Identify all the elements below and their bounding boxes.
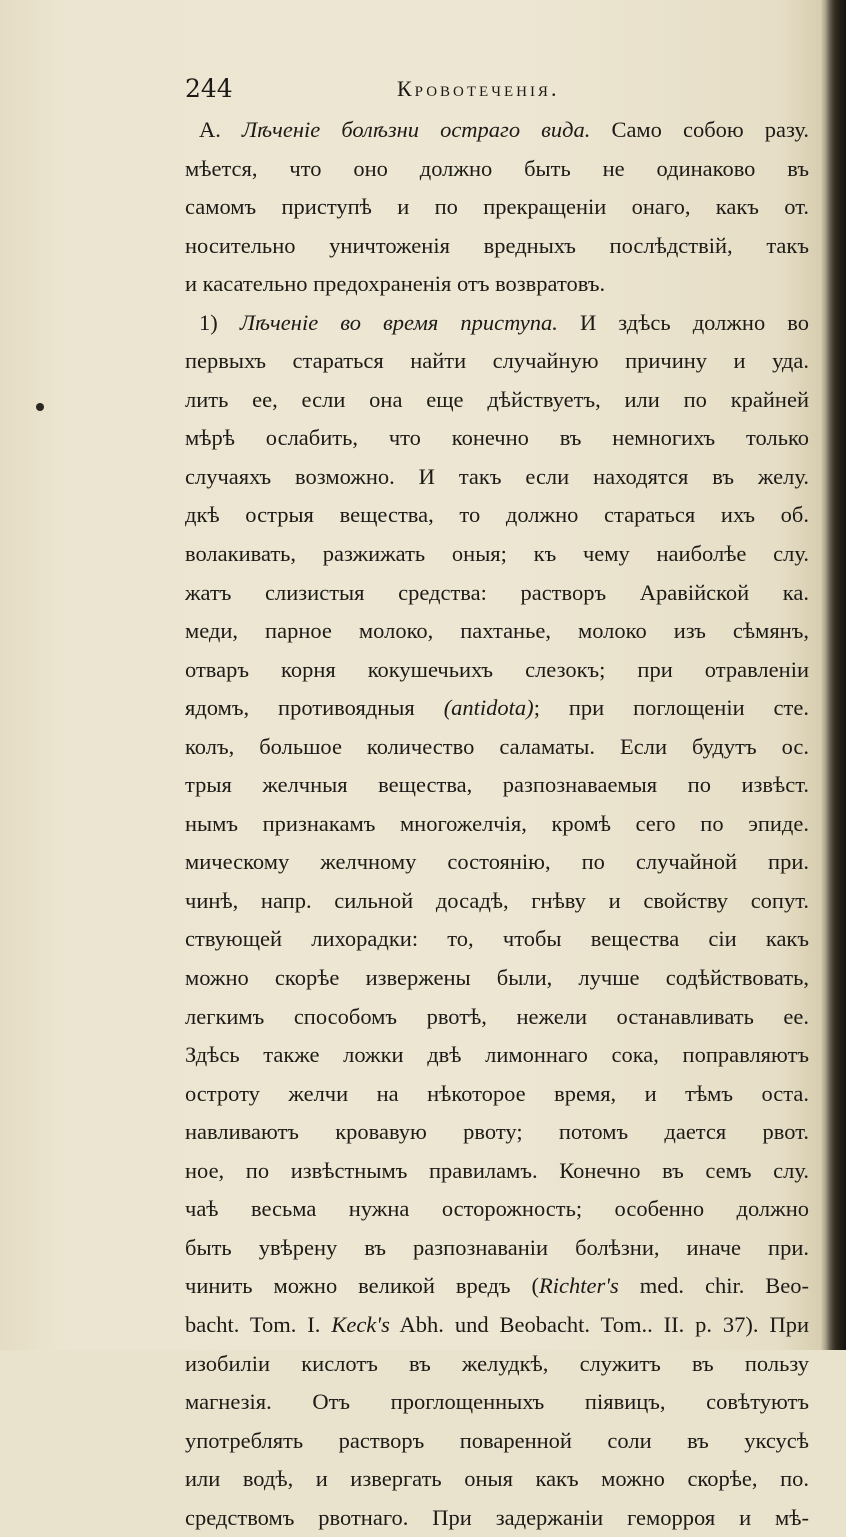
- text-line: [185, 150, 809, 189]
- text-line: [185, 1267, 809, 1306]
- text-line: [185, 1036, 809, 1075]
- text-segment: И здѣсь должно во: [557, 309, 809, 335]
- text-line: [185, 1229, 809, 1268]
- text-line: [185, 227, 809, 266]
- text-segment: Здѣсь также ложки двѣ лимоннаго сока, поправляютъ: [185, 1042, 809, 1068]
- text-segment: остроту желчи на нѣкоторое время, и тѣмъ оста.: [185, 1080, 809, 1106]
- text-segment: ; при поглощеніи сте.: [533, 695, 809, 721]
- text-line: [185, 1190, 809, 1229]
- running-title: Кровотеченія.: [397, 76, 560, 101]
- text-segment: Само собою разу.: [590, 117, 810, 142]
- text-segment: ядомъ, противоядныя: [185, 695, 444, 721]
- text-segment: дкѣ острыя вещества, то должно стараться ихъ об.: [185, 502, 809, 528]
- text-line: [185, 111, 809, 150]
- text-segment: и касательно предохраненія отъ возвратовъ.: [185, 271, 606, 297]
- text-line: [185, 728, 809, 767]
- text-segment: мическому желчному состоянію, по случайной при.: [185, 849, 809, 875]
- text-segment: лить ее, если она еще дѣйствуетъ, или по крайней: [185, 386, 809, 412]
- text-line: [185, 574, 809, 613]
- text-line: [185, 612, 809, 651]
- text-segment: случаяхъ возможно. И такъ если находятся въ желу.: [185, 463, 809, 489]
- text-segment: навливаютъ кровавую рвоту; потомъ дается рвот.: [185, 1119, 809, 1145]
- text-segment: ное, по извѣстнымъ правиламъ. Конечно въ семъ слу.: [185, 1157, 809, 1183]
- text-segment: нымъ признакамъ многожелчія, кромѣ сего по эпиде.: [185, 810, 809, 836]
- text-segment: чинѣ, напр. сильной досадѣ, гнѣву и свойству сопут.: [185, 887, 809, 913]
- text-line: [185, 920, 809, 959]
- text-segment: чаѣ весьма нужна осторожность; особенно должно: [185, 1196, 809, 1222]
- text-line: [185, 458, 809, 497]
- text-line: [185, 496, 809, 535]
- text-segment: изобиліи кислотъ въ желудкѣ, служитъ въ пользу: [185, 1350, 809, 1376]
- text-segment: быть увѣрену въ разпознаваніи болѣзни, иначе при.: [185, 1234, 809, 1260]
- margin-mark: [36, 403, 44, 411]
- text-line: [185, 188, 809, 227]
- text-line: [185, 843, 809, 882]
- text-line: [185, 651, 809, 690]
- text-line: [185, 304, 809, 343]
- text-line: [185, 1075, 809, 1114]
- text-segment: Abh. und Beobacht. Tom.. II. p. 37). При: [389, 1311, 809, 1337]
- body-text: [185, 111, 809, 1537]
- text-line: [185, 1113, 809, 1152]
- italic-text: Лѣченіе болѣзни остраго вида.: [241, 117, 591, 142]
- italic-text: Richter's: [538, 1273, 619, 1299]
- text-segment: меди, парное молоко, пахтанье, молоко изъ сѣмянъ,: [185, 618, 809, 644]
- text-line: [185, 766, 809, 805]
- text-segment: жатъ слизистыя средства: растворъ Аравійской ка.: [185, 579, 809, 605]
- text-segment: чинить можно великой вредъ (: [185, 1273, 539, 1299]
- text-segment: средствомъ рвотнаго. При задержаніи геморроя и мѣ-: [185, 1504, 809, 1530]
- text-line: [185, 1499, 809, 1537]
- text-line: [185, 535, 809, 574]
- page-header: [185, 74, 745, 110]
- text-line: [185, 419, 809, 458]
- text-line: [185, 1460, 809, 1499]
- text-segment: ствующей лихорадки: то, чтобы вещества сіи какъ: [185, 926, 809, 952]
- text-segment: А.: [199, 117, 242, 142]
- text-segment: самомъ приступѣ и по прекращеніи онаго, какъ от.: [185, 194, 809, 220]
- italic-text: (antidota): [443, 695, 534, 721]
- text-segment: мѣрѣ ослабить, что конечно въ немногихъ только: [185, 425, 809, 451]
- text-line: [185, 998, 809, 1037]
- text-segment: волакивать, разжижать оныя; къ чему наиболѣе слу.: [185, 541, 809, 567]
- text-line: [185, 1422, 809, 1461]
- text-segment: или водѣ, и извергать оныя какъ можно скорѣе, по.: [185, 1466, 809, 1492]
- text-segment: колъ, большое количество саламаты. Если будутъ ос.: [185, 733, 809, 759]
- text-segment: bacht. Tom. I.: [185, 1311, 332, 1337]
- text-line: [185, 882, 809, 921]
- text-segment: мѣется, что оно должно быть не одинаково въ: [185, 155, 809, 181]
- text-line: [185, 1345, 809, 1384]
- text-line: [185, 1152, 809, 1191]
- text-segment: можно скорѣе извержены были, лучше содѣйствовать,: [185, 965, 809, 991]
- text-segment: первыхъ стараться найти случайную причину и уда.: [185, 348, 809, 374]
- text-line: [185, 1306, 809, 1345]
- text-segment: употреблять растворъ поваренной соли въ уксусѣ: [185, 1427, 809, 1453]
- text-segment: 1): [199, 309, 240, 335]
- text-line: [185, 1383, 809, 1422]
- text-segment: med. chir. Beo-: [618, 1273, 810, 1299]
- page-edge-shadow: [826, 0, 846, 1350]
- text-line: [185, 381, 809, 420]
- text-segment: отваръ корня кокушечьихъ слезокъ; при отравленіи: [185, 656, 809, 682]
- text-segment: носительно уничтоженія вредныхъ послѣдствій, такъ: [185, 232, 809, 258]
- text-segment: трыя желчныя вещества, разпознаваемыя по извѣст.: [185, 772, 809, 798]
- text-line: [185, 959, 809, 998]
- text-line: [185, 689, 809, 728]
- italic-text: Keck's: [331, 1311, 390, 1337]
- text-segment: магнезія. Отъ проглощенныхъ піявицъ, совѣтуютъ: [185, 1389, 809, 1415]
- text-line: [185, 265, 809, 304]
- text-segment: легкимъ способомъ рвотѣ, нежели останавливать ее.: [185, 1003, 809, 1029]
- page-number: 244: [185, 74, 233, 103]
- italic-text: Лѣченіе во время приступа.: [239, 309, 558, 335]
- text-line: [185, 342, 809, 381]
- text-line: [185, 805, 809, 844]
